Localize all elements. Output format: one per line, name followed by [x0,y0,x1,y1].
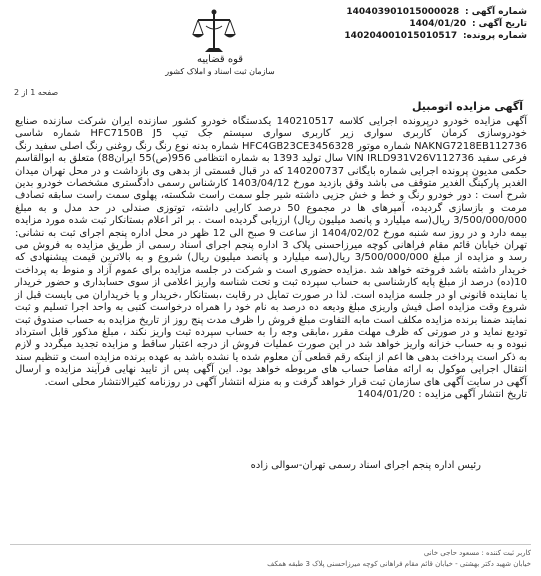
notice-number-label: شماره آگهی : [465,7,527,17]
notice-number: 140403901015000028 [346,7,460,17]
notice-date-row [377,18,527,30]
justice-scales-emblem [192,8,236,56]
case-number-label: شماره پرونده: [463,31,527,41]
notice-number-row [346,6,527,18]
case-number-row [344,30,527,42]
footer-address: خیابان شهید دکتر بهشتی - خیابان قائم مقام فراهانی کوچه میرزاحسنی پلاک 3 طبقه همکف [267,560,531,568]
notice-date-label: تاریخ آگهی : [471,19,527,29]
organization-header [150,54,290,78]
footer-registrar: کاربر ثبت کننده : مسعود حاجی خانی [423,549,531,557]
notice-title: آگهی مزایده اتومبیل [411,100,523,113]
publish-date-value: 1404/01/20 [357,388,416,400]
notice-date: 1404/01/20 [409,19,467,29]
publish-date-label: تاریخ انتشار آگهی مزایده : [418,388,527,400]
judiciary-name: قوه قضاییه [196,54,244,65]
notice-meta [344,6,527,42]
publish-date-line [15,389,527,401]
page-footer [10,544,531,570]
organization-name: سازمان ثبت اسناد و املاک کشور [165,67,275,76]
case-number: 140204001015010517 [344,31,458,41]
signature-line: رئیس اداره پنجم اجرای اسناد رسمی تهران-سوالی زاده [250,460,481,471]
notice-body [15,116,527,401]
page-indicator: صفحه 1 از 2 [14,88,59,97]
body-paragraph: آگهی مزایده خودرو درپرونده اجرایی کلاسه 140210517 یکدستگاه خودرو کشور سازنده ایران شرکت سازنده صنایع خودروسازی کرمان کاربری سواری زیر کاربری سواری سیستم جک تیپ HFC7150B J5 شماره شاسی NAKNG7218EB112736 شماره موتور HFC4GB23CE3456328 شماره بدنه نوع رنگ رنگ روغنی رنگ اصلی سفید رنگ فرعی سفید VIN IRLD931V26V112736 سال تولید 1393 به شماره انتظامی 956(ص)55 ایران88) متعلق به ابوالقاسم حکمی مدیون پرونده اجرایی شماره بایگانی 140200737 که در قبال قسمتی از بدهی وی بازداشت و در محل تهران میدان الغدیر پارکینگ الغدیر متوقف می باشد وقق بازدید مورخ 1403/04/12 کارشناس رسمی دادگستری مشخصات خودرو بدین شرح است : دور خودرو رنگ و خط و خش جزیی داشته شیر جلو سمت راست شکسته، پهلوی سمت راست سابقه تصادف مرمت و بازسازی گردیده، آمپرهای ها در مجموع 50 درصد کارایی داشته، توتوزی صندلی در حد مدل و به مبلغ 3/500/000/000 ریال(سه میلیارد و پانصد میلیون ریال) ارزیابی گردیده است . بر اثر اعلام بستانکار ثبت شده مورد مزایده بیمه دارد و در روز سه شنبه مورخ 1404/02/02 از ساعت 9 صبح الی 12 ظهر در محل اداره پنجم اجرای ثبت به نشانی: تهران خیابان قائم مقام فراهانی کوچه میرزاحسنی پلاک 3 اداره پنجم اجرای اسناد رسمی از طریق مزایده به فروش می رسد و مزایده از مبلغ 3/500/000/000 ریال(سه میلیارد و پانصد میلیون ریال) شروع و به بالاترین قیمت پیشنهادی که خریدار داشته باشد فروخته خواهد شد .مزایده حضوری است و شرکت در جلسه مزایده برای عموم آزاد و منوط به پرداخت 10(ده) درصد از مبلغ پایه کارشناسی به حساب سپرده ثبت و تحت شناسه واریز اعلامی از سوی حسابداری و حضور خریدار یا نماینده قانونی او در جلسه مزایده است. لذا در صورت تمایل در رقابت ،بستانکار ،خریدار و یا خریداران می بایست قبل از شروع وقت مزایده اصل فیش واریزی مبلغ ودیعه ده درصد به نام خود را همراه درخواست کتبی به واحد اجرا تسلیم و ثبت نمایند ضمنا برنده مزایده مکلف است مابه التفاوت مبلغ فروش را ظرف مدت پنج روز از تاریخ مزایده به حساب صندوق ثبت تودیع نماید و در صورتی که ظرف مهلت مقرر ،مابقی وجه را به حساب سپرده ثبت واریز نکند ، مبلغ مذکور قابل استرداد نبوده و به حساب خزانه واریز خواهد شد در این صورت عملیات فروش از درجه اعتبار ساقط و مزایده تجدید میگردد و لازم به ذکر است پرداخت بدهی ها اعم از اینکه رقم قطعی آن معلوم شده یا نشده باشد به عهده برنده مزایده است و تنظیم سند انتقال اجرایی موکول به ارائه مفاصا حساب های مربوطه خواهد بود. این آگهی پس از تایید نهایی فرآیند مزایده و ارسال آگهی در سایت آگهی های سازمان ثبت قرار خواهد گرفت و به منزله انتشار آگهی در روزنامه کثیرالانتشار محلی است. [15,116,528,388]
